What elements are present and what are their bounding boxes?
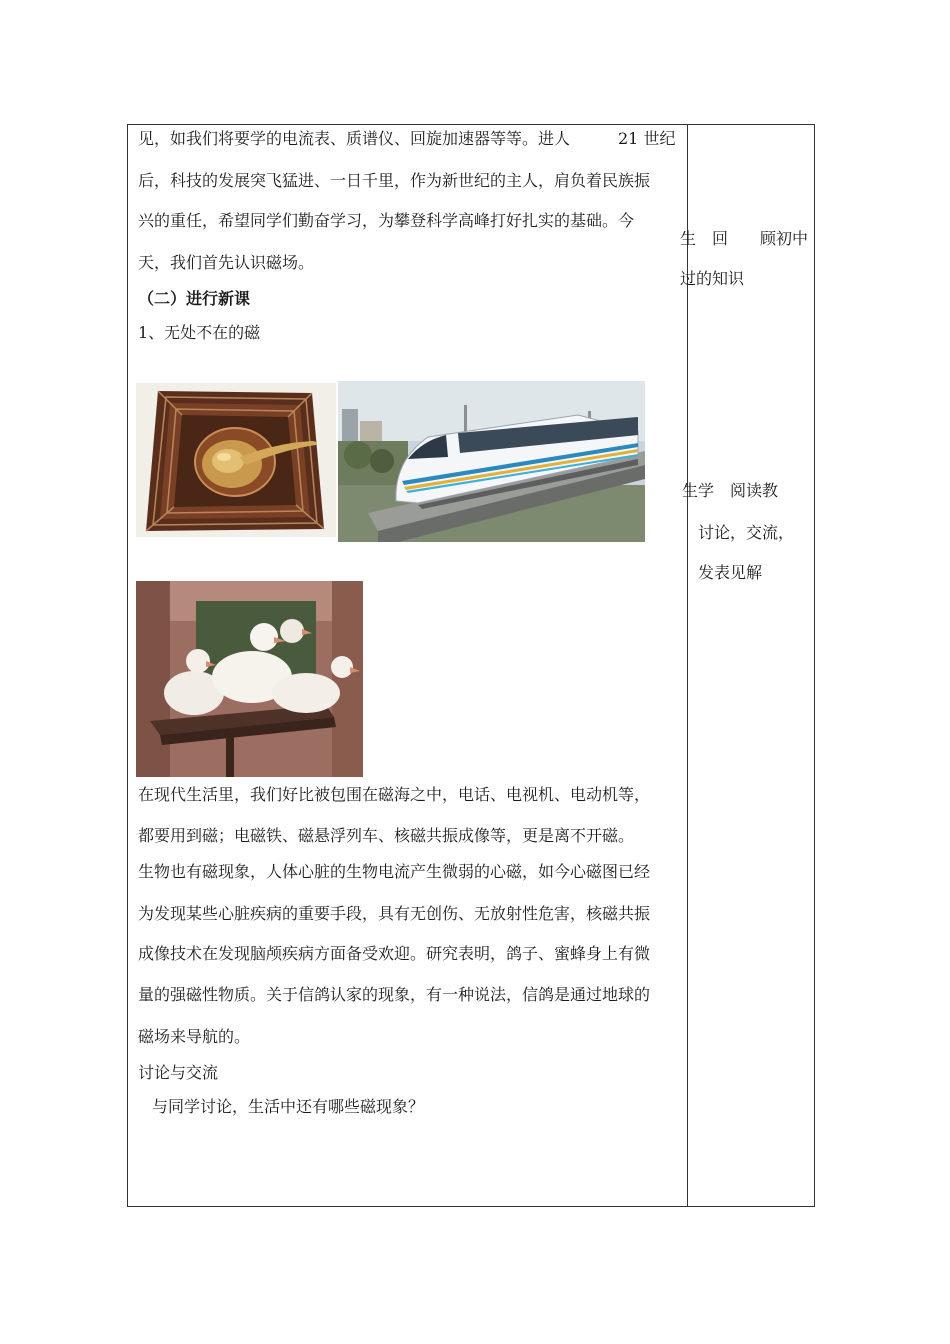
side-note-review-line-2: 过的知识 [680, 269, 745, 288]
body-line-6: 量的强磁性物质。关于信鸽认家的现象，有一种说法，信鸽是通过地球的 [138, 985, 651, 1004]
intro-line-1: 见，如我们将要学的电流表、质谱仪、回旋加速器等等。进人 21 世纪 [138, 129, 676, 148]
pigeons-image [136, 581, 363, 777]
side-note-read-line-1: 生学 阅读教 [682, 481, 779, 500]
lesson-table [127, 124, 815, 1207]
side-note-review-line-1: 生 回 顾初中 [680, 229, 809, 248]
section-heading: （二）进行新课 [138, 289, 251, 308]
discussion-heading: 讨论与交流 [138, 1063, 219, 1082]
intro-line-3: 兴的重任，希望同学们勤奋学习，为攀登科学高峰打好扎实的基础。今 [138, 211, 635, 230]
side-note-read-line-2: 讨论，交流， [698, 523, 795, 542]
body-line-5: 成像技术在发现脑颅疾病方面备受欢迎。研究表明，鸽子、蜜蜂身上有微 [138, 944, 651, 963]
side-note-read-line-3: 发表见解 [698, 563, 763, 582]
discussion-question: 与同学讨论，生活中还有哪些磁现象？ [152, 1097, 425, 1116]
body-line-4: 为发现某些心脏疾病的重要手段，具有无创伤、无放射性危害，核磁共振 [138, 904, 651, 923]
intro-line-4: 天，我们首先认识磁场。 [138, 253, 315, 272]
main-content-column [128, 125, 687, 1206]
body-line-7: 磁场来导航的。 [138, 1027, 251, 1046]
intro-line-2: 后，科技的发展突飞猛进、一日千里，作为新世纪的主人，肩负着民族振 [138, 171, 651, 190]
side-notes-column [680, 125, 814, 1206]
subsection-heading: 1、无处不在的磁 [138, 323, 261, 342]
body-line-1: 在现代生活里，我们好比被包围在磁海之中，电话、电视机、电动机等， [138, 785, 651, 804]
maglev-train-image [338, 381, 645, 542]
ancient-compass-image [136, 383, 336, 537]
body-line-3: 生物也有磁现象，人体心脏的生物电流产生微弱的心磁，如今心磁图已经 [138, 862, 651, 881]
body-line-2: 都要用到磁；电磁铁、磁悬浮列车、核磁共振成像等，更是离不开磁。 [138, 826, 635, 845]
